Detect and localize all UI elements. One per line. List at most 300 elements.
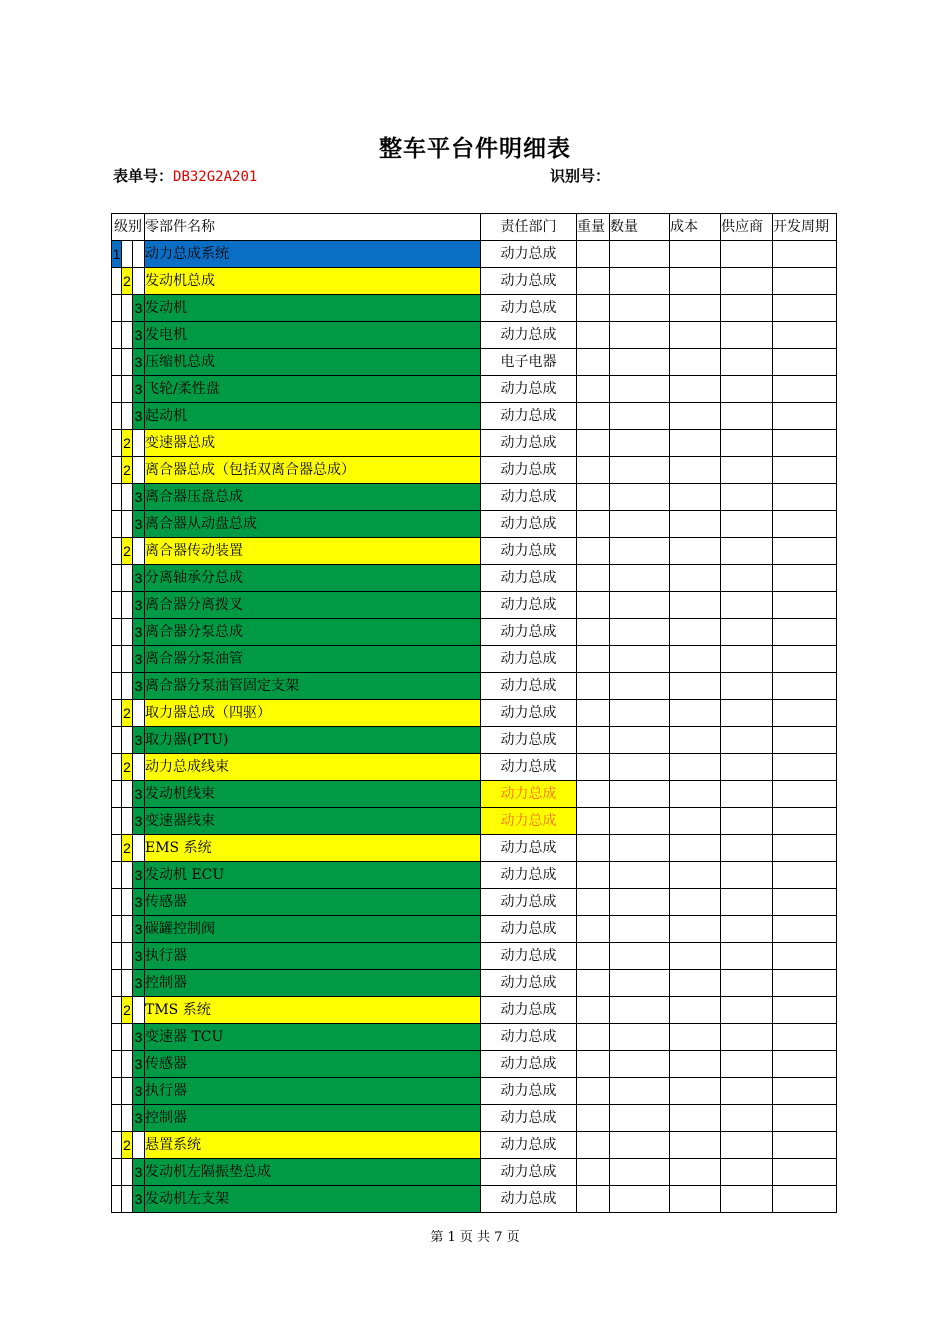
row-supplier-cell <box>721 1132 773 1159</box>
row-supplier-cell <box>721 727 773 754</box>
level-spacer-cell <box>122 1186 133 1213</box>
row-dev-cycle-cell <box>773 592 837 619</box>
row-qty-cell <box>610 754 670 781</box>
row-dev-cycle-cell <box>773 673 837 700</box>
table-row <box>112 835 837 862</box>
table-row <box>112 484 837 511</box>
header-dev-cycle: 开发周期 <box>773 214 837 241</box>
row-dept: 动力总成 <box>481 808 577 835</box>
row-part-name: 离合器分泵总成 <box>145 619 481 646</box>
row-dept: 动力总成 <box>481 1051 577 1078</box>
level-spacer-cell <box>122 943 133 970</box>
row-weight-cell <box>577 538 610 565</box>
row-qty-cell <box>610 241 670 268</box>
row-weight-cell <box>577 673 610 700</box>
row-dev-cycle-cell <box>773 916 837 943</box>
row-dept: 动力总成 <box>481 592 577 619</box>
row-dept: 动力总成 <box>481 970 577 997</box>
level-spacer-cell <box>112 754 122 781</box>
row-cost-cell <box>670 862 721 889</box>
table-row <box>112 727 837 754</box>
row-weight-cell <box>577 565 610 592</box>
row-supplier-cell <box>721 1159 773 1186</box>
row-part-name: TMS 系统 <box>145 997 481 1024</box>
level-spacer-cell <box>112 349 122 376</box>
level-spacer-cell <box>122 970 133 997</box>
row-weight-cell <box>577 754 610 781</box>
table-row <box>112 808 837 835</box>
row-supplier-cell <box>721 754 773 781</box>
row-part-name: 离合器分泵油管 <box>145 646 481 673</box>
row-supplier-cell <box>721 592 773 619</box>
row-qty-cell <box>610 916 670 943</box>
row-level: 3 <box>133 484 145 511</box>
row-weight-cell <box>577 808 610 835</box>
row-supplier-cell <box>721 565 773 592</box>
row-qty-cell <box>610 781 670 808</box>
row-cost-cell <box>670 1078 721 1105</box>
row-dev-cycle-cell <box>773 430 837 457</box>
row-dept: 动力总成 <box>481 376 577 403</box>
row-weight-cell <box>577 727 610 754</box>
row-weight-cell <box>577 1186 610 1213</box>
row-level: 2 <box>122 754 133 781</box>
row-qty-cell <box>610 1024 670 1051</box>
level-spacer-cell <box>122 1105 133 1132</box>
row-dev-cycle-cell <box>773 727 837 754</box>
row-dev-cycle-cell <box>773 1105 837 1132</box>
row-dept: 动力总成 <box>481 700 577 727</box>
row-dev-cycle-cell <box>773 862 837 889</box>
row-dev-cycle-cell <box>773 565 837 592</box>
row-cost-cell <box>670 430 721 457</box>
row-supplier-cell <box>721 268 773 295</box>
row-level: 3 <box>133 889 145 916</box>
row-part-name: 发动机 ECU <box>145 862 481 889</box>
row-level: 2 <box>122 268 133 295</box>
row-dept: 动力总成 <box>481 619 577 646</box>
row-dept: 电子电器 <box>481 349 577 376</box>
row-supplier-cell <box>721 646 773 673</box>
row-dev-cycle-cell <box>773 943 837 970</box>
row-dev-cycle-cell <box>773 376 837 403</box>
row-part-name: 取力器总成（四驱） <box>145 700 481 727</box>
row-qty-cell <box>610 376 670 403</box>
row-dev-cycle-cell <box>773 970 837 997</box>
row-cost-cell <box>670 295 721 322</box>
level-spacer-cell <box>122 592 133 619</box>
row-cost-cell <box>670 457 721 484</box>
level-spacer-cell <box>112 835 122 862</box>
level-spacer-cell <box>112 700 122 727</box>
row-cost-cell <box>670 754 721 781</box>
table-row <box>112 1051 837 1078</box>
row-supplier-cell <box>721 781 773 808</box>
row-dept: 动力总成 <box>481 241 577 268</box>
row-qty-cell <box>610 403 670 430</box>
row-level: 3 <box>133 862 145 889</box>
row-weight-cell <box>577 592 610 619</box>
row-dev-cycle-cell <box>773 1024 837 1051</box>
row-supplier-cell <box>721 1024 773 1051</box>
row-part-name: 碳罐控制阀 <box>145 916 481 943</box>
level-spacer-cell <box>112 484 122 511</box>
table-row <box>112 511 837 538</box>
row-dev-cycle-cell <box>773 1159 837 1186</box>
row-supplier-cell <box>721 862 773 889</box>
row-part-name: 发动机左隔振垫总成 <box>145 1159 481 1186</box>
row-cost-cell <box>670 673 721 700</box>
row-part-name: 取力器(PTU) <box>145 727 481 754</box>
level-spacer-cell <box>133 754 145 781</box>
row-level: 3 <box>133 1051 145 1078</box>
level-spacer-cell <box>122 889 133 916</box>
row-level: 3 <box>133 646 145 673</box>
row-level: 2 <box>122 700 133 727</box>
row-qty-cell <box>610 1078 670 1105</box>
row-qty-cell <box>610 322 670 349</box>
row-dev-cycle-cell <box>773 781 837 808</box>
row-dev-cycle-cell <box>773 808 837 835</box>
table-row <box>112 295 837 322</box>
level-spacer-cell <box>122 511 133 538</box>
row-supplier-cell <box>721 457 773 484</box>
row-supplier-cell <box>721 700 773 727</box>
level-spacer-cell <box>112 511 122 538</box>
table-row <box>112 862 837 889</box>
row-supplier-cell <box>721 943 773 970</box>
form-number-label: 表单号： <box>113 167 174 185</box>
level-spacer-cell <box>122 241 133 268</box>
table-row <box>112 1186 837 1213</box>
row-dev-cycle-cell <box>773 835 837 862</box>
row-part-name: 悬置系统 <box>145 1132 481 1159</box>
table-row <box>112 565 837 592</box>
table-header-row <box>112 214 837 241</box>
level-spacer-cell <box>122 484 133 511</box>
row-level: 3 <box>133 295 145 322</box>
row-dept: 动力总成 <box>481 403 577 430</box>
row-level: 3 <box>133 565 145 592</box>
level-spacer-cell <box>133 457 145 484</box>
level-spacer-cell <box>122 1078 133 1105</box>
row-dev-cycle-cell <box>773 889 837 916</box>
row-part-name: EMS 系统 <box>145 835 481 862</box>
header-name: 零部件名称 <box>145 214 481 241</box>
level-spacer-cell <box>112 295 122 322</box>
row-supplier-cell <box>721 619 773 646</box>
level-spacer-cell <box>112 376 122 403</box>
row-cost-cell <box>670 700 721 727</box>
row-cost-cell <box>670 646 721 673</box>
row-level: 3 <box>133 511 145 538</box>
row-dept: 动力总成 <box>481 1078 577 1105</box>
row-dept: 动力总成 <box>481 889 577 916</box>
row-cost-cell <box>670 916 721 943</box>
row-supplier-cell <box>721 673 773 700</box>
row-dev-cycle-cell <box>773 484 837 511</box>
level-spacer-cell <box>122 565 133 592</box>
table-row <box>112 538 837 565</box>
row-weight-cell <box>577 241 610 268</box>
row-dev-cycle-cell <box>773 268 837 295</box>
row-cost-cell <box>670 997 721 1024</box>
row-dev-cycle-cell <box>773 619 837 646</box>
row-dept: 动力总成 <box>481 862 577 889</box>
row-dept: 动力总成 <box>481 646 577 673</box>
row-supplier-cell <box>721 484 773 511</box>
table-row <box>112 322 837 349</box>
row-weight-cell <box>577 781 610 808</box>
row-qty-cell <box>610 835 670 862</box>
level-spacer-cell <box>112 673 122 700</box>
level-spacer-cell <box>112 646 122 673</box>
row-cost-cell <box>670 403 721 430</box>
row-qty-cell <box>610 295 670 322</box>
row-weight-cell <box>577 862 610 889</box>
row-part-name: 离合器分泵油管固定支架 <box>145 673 481 700</box>
row-weight-cell <box>577 268 610 295</box>
row-cost-cell <box>670 538 721 565</box>
row-dept: 动力总成 <box>481 430 577 457</box>
table-row <box>112 349 837 376</box>
level-spacer-cell <box>112 727 122 754</box>
table-row <box>112 1105 837 1132</box>
row-supplier-cell <box>721 430 773 457</box>
level-spacer-cell <box>133 700 145 727</box>
level-spacer-cell <box>112 538 122 565</box>
row-part-name: 离合器压盘总成 <box>145 484 481 511</box>
row-cost-cell <box>670 241 721 268</box>
row-dev-cycle-cell <box>773 1078 837 1105</box>
table-row <box>112 916 837 943</box>
row-cost-cell <box>670 376 721 403</box>
row-dept: 动力总成 <box>481 754 577 781</box>
row-supplier-cell <box>721 970 773 997</box>
row-cost-cell <box>670 808 721 835</box>
row-qty-cell <box>610 538 670 565</box>
level-spacer-cell <box>112 808 122 835</box>
row-dept: 动力总成 <box>481 727 577 754</box>
row-dept: 动力总成 <box>481 538 577 565</box>
row-weight-cell <box>577 1051 610 1078</box>
level-spacer-cell <box>112 781 122 808</box>
level-spacer-cell <box>122 403 133 430</box>
row-part-name: 离合器从动盘总成 <box>145 511 481 538</box>
row-supplier-cell <box>721 835 773 862</box>
row-level: 2 <box>122 430 133 457</box>
row-supplier-cell <box>721 997 773 1024</box>
level-spacer-cell <box>133 430 145 457</box>
level-spacer-cell <box>112 1105 122 1132</box>
level-spacer-cell <box>133 268 145 295</box>
level-spacer-cell <box>112 862 122 889</box>
row-dept: 动力总成 <box>481 295 577 322</box>
row-dev-cycle-cell <box>773 403 837 430</box>
row-weight-cell <box>577 430 610 457</box>
level-spacer-cell <box>122 349 133 376</box>
row-cost-cell <box>670 1105 721 1132</box>
row-part-name: 执行器 <box>145 943 481 970</box>
row-qty-cell <box>610 592 670 619</box>
table-row <box>112 241 837 268</box>
header-level: 级别 <box>112 214 145 241</box>
row-dev-cycle-cell <box>773 700 837 727</box>
table-row <box>112 619 837 646</box>
level-spacer-cell <box>112 943 122 970</box>
row-supplier-cell <box>721 322 773 349</box>
row-weight-cell <box>577 916 610 943</box>
row-qty-cell <box>610 646 670 673</box>
row-weight-cell <box>577 457 610 484</box>
header-cost: 成本 <box>670 214 721 241</box>
row-qty-cell <box>610 268 670 295</box>
row-supplier-cell <box>721 1186 773 1213</box>
row-cost-cell <box>670 1132 721 1159</box>
level-spacer-cell <box>133 1132 145 1159</box>
table-row <box>112 1078 837 1105</box>
row-dept: 动力总成 <box>481 781 577 808</box>
table-row <box>112 646 837 673</box>
row-dept: 动力总成 <box>481 1132 577 1159</box>
row-weight-cell <box>577 943 610 970</box>
row-cost-cell <box>670 727 721 754</box>
row-dept: 动力总成 <box>481 1105 577 1132</box>
table-row <box>112 268 837 295</box>
row-level: 3 <box>133 1159 145 1186</box>
row-level: 3 <box>133 1078 145 1105</box>
row-weight-cell <box>577 511 610 538</box>
row-cost-cell <box>670 484 721 511</box>
row-qty-cell <box>610 970 670 997</box>
row-qty-cell <box>610 862 670 889</box>
header-dept: 责任部门 <box>481 214 577 241</box>
row-qty-cell <box>610 808 670 835</box>
row-level: 2 <box>122 835 133 862</box>
row-level: 3 <box>133 376 145 403</box>
row-supplier-cell <box>721 916 773 943</box>
row-qty-cell <box>610 1159 670 1186</box>
row-dept: 动力总成 <box>481 484 577 511</box>
header-supplier: 供应商 <box>721 214 773 241</box>
row-part-name: 离合器总成（包括双离合器总成） <box>145 457 481 484</box>
row-part-name: 传感器 <box>145 889 481 916</box>
row-cost-cell <box>670 1159 721 1186</box>
row-part-name: 压缩机总成 <box>145 349 481 376</box>
level-spacer-cell <box>122 862 133 889</box>
header-qty: 数量 <box>610 214 670 241</box>
row-dept: 动力总成 <box>481 268 577 295</box>
row-level: 3 <box>133 673 145 700</box>
row-level: 2 <box>122 538 133 565</box>
level-spacer-cell <box>112 1132 122 1159</box>
row-dev-cycle-cell <box>773 1132 837 1159</box>
table-row <box>112 943 837 970</box>
row-part-name: 飞轮/柔性盘 <box>145 376 481 403</box>
table-row <box>112 403 837 430</box>
row-supplier-cell <box>721 808 773 835</box>
row-dept: 动力总成 <box>481 457 577 484</box>
level-spacer-cell <box>112 403 122 430</box>
row-level: 3 <box>133 322 145 349</box>
level-spacer-cell <box>122 322 133 349</box>
row-weight-cell <box>577 403 610 430</box>
row-weight-cell <box>577 646 610 673</box>
row-dev-cycle-cell <box>773 511 837 538</box>
row-dev-cycle-cell <box>773 1051 837 1078</box>
row-dev-cycle-cell <box>773 295 837 322</box>
row-qty-cell <box>610 889 670 916</box>
row-dept: 动力总成 <box>481 673 577 700</box>
row-cost-cell <box>670 619 721 646</box>
level-spacer-cell <box>112 268 122 295</box>
row-cost-cell <box>670 889 721 916</box>
level-spacer-cell <box>122 673 133 700</box>
row-weight-cell <box>577 700 610 727</box>
row-dept: 动力总成 <box>481 1024 577 1051</box>
row-qty-cell <box>610 673 670 700</box>
level-spacer-cell <box>112 916 122 943</box>
row-dept: 动力总成 <box>481 1159 577 1186</box>
row-qty-cell <box>610 1051 670 1078</box>
row-qty-cell <box>610 943 670 970</box>
row-weight-cell <box>577 619 610 646</box>
level-spacer-cell <box>122 1051 133 1078</box>
row-part-name: 动力总成线束 <box>145 754 481 781</box>
row-supplier-cell <box>721 241 773 268</box>
row-cost-cell <box>670 943 721 970</box>
row-level: 2 <box>122 457 133 484</box>
row-level: 3 <box>133 970 145 997</box>
table-row <box>112 1159 837 1186</box>
row-dev-cycle-cell <box>773 241 837 268</box>
row-cost-cell <box>670 781 721 808</box>
row-supplier-cell <box>721 1105 773 1132</box>
level-spacer-cell <box>112 592 122 619</box>
level-spacer-cell <box>133 241 145 268</box>
page-footer: 第 1 页 共 7 页 <box>430 1230 520 1245</box>
level-spacer-cell <box>122 619 133 646</box>
row-level: 3 <box>133 403 145 430</box>
row-level: 3 <box>133 592 145 619</box>
row-dev-cycle-cell <box>773 538 837 565</box>
row-part-name: 变速器 TCU <box>145 1024 481 1051</box>
level-spacer-cell <box>122 646 133 673</box>
row-cost-cell <box>670 511 721 538</box>
level-spacer-cell <box>122 376 133 403</box>
row-level: 3 <box>133 1024 145 1051</box>
row-level: 3 <box>133 619 145 646</box>
row-cost-cell <box>670 592 721 619</box>
row-qty-cell <box>610 700 670 727</box>
row-part-name: 控制器 <box>145 1105 481 1132</box>
row-cost-cell <box>670 970 721 997</box>
table-row <box>112 376 837 403</box>
row-qty-cell <box>610 997 670 1024</box>
level-spacer-cell <box>112 322 122 349</box>
row-part-name: 变速器线束 <box>145 808 481 835</box>
table-row <box>112 1132 837 1159</box>
row-supplier-cell <box>721 1078 773 1105</box>
level-spacer-cell <box>122 727 133 754</box>
row-dev-cycle-cell <box>773 457 837 484</box>
row-qty-cell <box>610 484 670 511</box>
row-dept: 动力总成 <box>481 322 577 349</box>
level-spacer-cell <box>122 916 133 943</box>
level-spacer-cell <box>112 1078 122 1105</box>
level-spacer-cell <box>112 430 122 457</box>
level-spacer-cell <box>122 1024 133 1051</box>
